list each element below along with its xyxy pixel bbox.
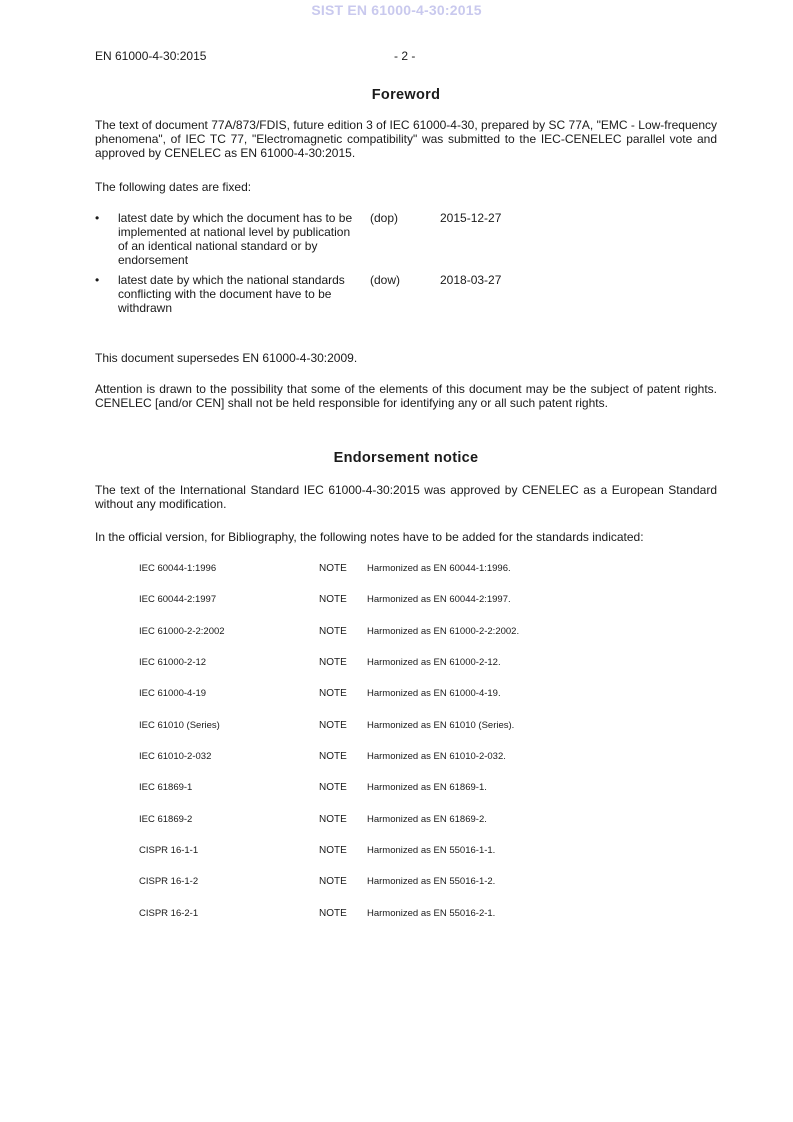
endorsement-text: The text of the International Standard IEC 61000-4-30:2015 was approved by CENELEC as a European Standard without any modification. xyxy=(95,483,717,511)
note-text: Harmonized as EN 61000-4-19. xyxy=(367,688,501,699)
note-standard: IEC 61869-2 xyxy=(139,814,193,825)
note-standard: CISPR 16-1-2 xyxy=(139,876,199,887)
note-standard: IEC 61010-2-032 xyxy=(139,751,212,762)
note-label: NOTE xyxy=(319,720,347,731)
note-row xyxy=(139,594,699,608)
note-text: Harmonized as EN 61869-1. xyxy=(367,782,487,793)
bibliography-intro: In the official version, for Bibliography, the following notes have to be added for the standards indicated: xyxy=(95,530,644,544)
note-standard: IEC 61000-4-19 xyxy=(139,688,207,699)
note-row xyxy=(139,657,699,671)
note-text: Harmonized as EN 61010 (Series). xyxy=(367,720,515,731)
note-text: Harmonized as EN 55016-1-2. xyxy=(367,876,496,887)
note-standard: CISPR 16-2-1 xyxy=(139,908,199,919)
note-standard: IEC 61010 (Series) xyxy=(139,720,220,731)
date-code: (dow) xyxy=(370,273,401,287)
note-text: Harmonized as EN 61869-2. xyxy=(367,814,487,825)
bullet: • xyxy=(95,211,100,225)
note-standard: IEC 61869-1 xyxy=(139,782,193,793)
note-label: NOTE xyxy=(319,657,347,668)
note-text: Harmonized as EN 61000-2-2:2002. xyxy=(367,626,520,637)
note-row xyxy=(139,626,699,640)
note-text: Harmonized as EN 61010-2-032. xyxy=(367,751,506,762)
note-standard: IEC 60044-2:1997 xyxy=(139,594,217,605)
document-id: EN 61000-4-30:2015 xyxy=(95,49,207,63)
note-label: NOTE xyxy=(319,751,347,762)
bullet: • xyxy=(95,273,100,287)
date-description: latest date by which the document has to be implemented at national level by publication of an identical national standard or by endorsement xyxy=(118,211,353,267)
note-row xyxy=(139,688,699,702)
note-text: Harmonized as EN 60044-1:1996. xyxy=(367,563,511,574)
note-standard: IEC 61000-2-12 xyxy=(139,657,207,668)
note-label: NOTE xyxy=(319,626,347,637)
date-value: 2018-03-27 xyxy=(440,273,502,287)
note-label: NOTE xyxy=(319,563,347,574)
note-text: Harmonized as EN 60044-2:1997. xyxy=(367,594,511,605)
foreword-title: Foreword xyxy=(371,87,441,103)
supersedes-text: This document supersedes EN 61000-4-30:2009. xyxy=(95,351,358,365)
foreword-intro: The text of document 77A/873/FDIS, future edition 3 of IEC 61000-4-30, prepared by SC 77A, "EMC - Low-frequency phenomena", of IEC TC 77, "Electromagnetic compatibility" was submitted to the IEC-CENELEC parallel vote and approved by CENELEC as EN 61000-4-30:2015. xyxy=(95,118,717,160)
note-standard: IEC 61000-2-2:2002 xyxy=(139,626,225,637)
note-label: NOTE xyxy=(319,876,347,887)
date-code: (dop) xyxy=(370,211,399,225)
note-standard: IEC 60044-1:1996 xyxy=(139,563,217,574)
note-row xyxy=(139,876,699,890)
note-label: NOTE xyxy=(319,594,347,605)
note-row xyxy=(139,782,699,796)
note-row xyxy=(139,908,699,922)
note-text: Harmonized as EN 55016-1-1. xyxy=(367,845,496,856)
note-text: Harmonized as EN 61000-2-12. xyxy=(367,657,501,668)
dates-intro: The following dates are fixed: xyxy=(95,180,252,194)
note-text: Harmonized as EN 55016-2-1. xyxy=(367,908,496,919)
note-row xyxy=(139,845,699,859)
attention-text: Attention is drawn to the possibility that some of the elements of this document may be the subject of patent rights. CENELEC [and/or CEN] shall not be held responsible for identifying any or all such patent rights. xyxy=(95,382,717,410)
note-label: NOTE xyxy=(319,908,347,919)
note-row xyxy=(139,814,699,828)
note-label: NOTE xyxy=(319,688,347,699)
note-label: NOTE xyxy=(319,782,347,793)
note-standard: CISPR 16-1-1 xyxy=(139,845,199,856)
note-row xyxy=(139,563,699,577)
note-label: NOTE xyxy=(319,814,347,825)
date-description: latest date by which the national standards conflicting with the document have to be withdrawn xyxy=(118,273,345,315)
watermark: SIST EN 61000-4-30:2015 xyxy=(311,2,482,18)
page-number: - 2 - xyxy=(394,49,416,63)
note-row xyxy=(139,720,699,734)
date-value: 2015-12-27 xyxy=(440,211,502,225)
endorsement-title: Endorsement notice xyxy=(333,450,479,466)
note-row xyxy=(139,751,699,765)
note-label: NOTE xyxy=(319,845,347,856)
